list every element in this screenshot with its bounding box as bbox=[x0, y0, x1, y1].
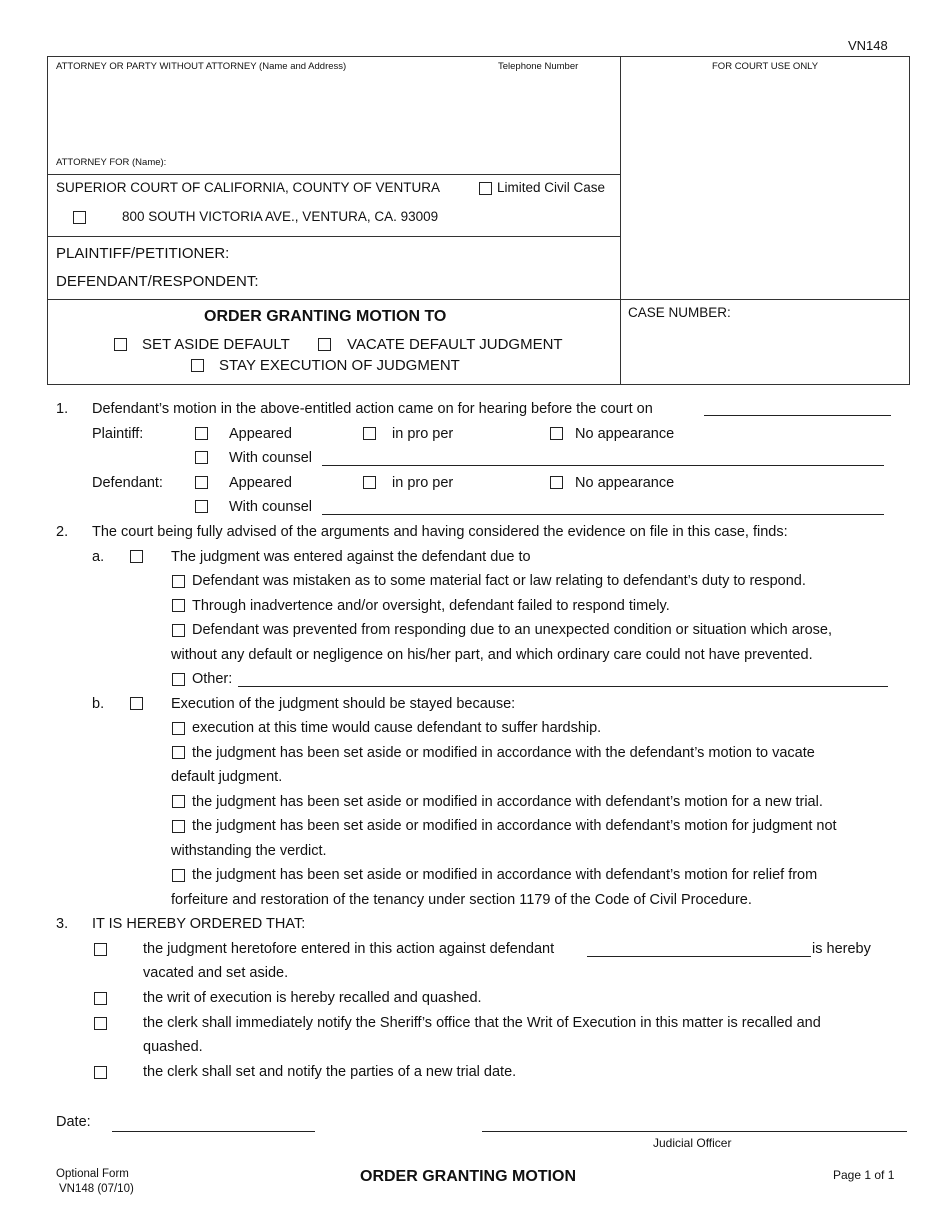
item2a-other-line[interactable] bbox=[238, 686, 888, 687]
item2b-opt4-checkbox[interactable] bbox=[172, 820, 185, 833]
signature-line[interactable] bbox=[482, 1131, 907, 1132]
court-address-checkbox[interactable] bbox=[73, 211, 86, 224]
attorney-label: ATTORNEY OR PARTY WITHOUT ATTORNEY (Name and Address) bbox=[56, 61, 347, 72]
defendant-counsel-line[interactable] bbox=[322, 514, 884, 515]
item2b-label: b. bbox=[92, 696, 105, 712]
item3-opt3-checkbox[interactable] bbox=[94, 1017, 107, 1030]
defendant-label: DEFENDANT/RESPONDENT: bbox=[56, 273, 259, 290]
item3-opt1-line2: vacated and set aside. bbox=[143, 965, 289, 981]
limited-civil-checkbox[interactable] bbox=[479, 182, 492, 195]
item3-opt2-checkbox[interactable] bbox=[94, 992, 107, 1005]
item3-opt4-checkbox[interactable] bbox=[94, 1066, 107, 1079]
plaintiff-no-appearance-checkbox[interactable] bbox=[550, 427, 563, 440]
plaintiff-counsel-checkbox[interactable] bbox=[195, 451, 208, 464]
date-label: Date: bbox=[56, 1114, 91, 1130]
footer-title: ORDER GRANTING MOTION bbox=[360, 1168, 576, 1185]
item2a-opt1: Defendant was mistaken as to some material fact or law relating to defendant’s duty to respond. bbox=[192, 573, 806, 589]
plaintiff-pro-per-checkbox[interactable] bbox=[363, 427, 376, 440]
item3-opt1-pre: the judgment heretofore entered in this action against defendant bbox=[143, 941, 555, 957]
item2a-opt1-checkbox[interactable] bbox=[172, 575, 185, 588]
item3-number: 3. bbox=[56, 916, 69, 932]
item3-opt3-line2: quashed. bbox=[143, 1039, 203, 1055]
item3-opt4: the clerk shall set and notify the parties of a new trial date. bbox=[143, 1064, 517, 1080]
court-name: SUPERIOR COURT OF CALIFORNIA, COUNTY OF VENTURA bbox=[56, 180, 441, 195]
defendant-appearance-label: Defendant: bbox=[92, 475, 163, 491]
item2a-label: a. bbox=[92, 549, 105, 565]
item2-number: 2. bbox=[56, 524, 69, 540]
form-code: VN148 bbox=[848, 38, 888, 53]
attorney-for-label: ATTORNEY FOR (Name): bbox=[56, 157, 167, 168]
limited-civil-label: Limited Civil Case bbox=[497, 180, 606, 195]
item2a-opt3-line1: Defendant was prevented from responding due to an unexpected condition or situation which arose, bbox=[192, 622, 833, 638]
item2b-opt3: the judgment has been set aside or modified in accordance with defendant’s motion for a new trial. bbox=[192, 794, 823, 810]
defendant-appeared-label: Appeared bbox=[229, 475, 292, 491]
defendant-counsel-label: With counsel bbox=[229, 499, 313, 515]
plaintiff-appearance-label: Plaintiff: bbox=[92, 426, 144, 442]
telephone-label: Telephone Number bbox=[498, 61, 579, 72]
set-aside-label: SET ASIDE DEFAULT bbox=[142, 336, 290, 353]
item2b-opt2-checkbox[interactable] bbox=[172, 746, 185, 759]
hearing-date-line[interactable] bbox=[704, 415, 891, 416]
item2b-opt3-checkbox[interactable] bbox=[172, 795, 185, 808]
item2a-opt3-line2: without any default or negligence on his/her part, and which ordinary care could not have prevented. bbox=[171, 647, 813, 663]
item2a-opt2-checkbox[interactable] bbox=[172, 599, 185, 612]
plaintiff-counsel-label: With counsel bbox=[229, 450, 313, 466]
vacate-label: VACATE DEFAULT JUDGMENT bbox=[347, 336, 563, 353]
date-line[interactable] bbox=[112, 1131, 315, 1132]
set-aside-checkbox[interactable] bbox=[114, 338, 127, 351]
caption-divider bbox=[620, 56, 621, 385]
item2a-checkbox[interactable] bbox=[130, 550, 143, 563]
item2b-opt5-checkbox[interactable] bbox=[172, 869, 185, 882]
defendant-appeared-checkbox[interactable] bbox=[195, 476, 208, 489]
rule bbox=[47, 174, 620, 175]
item1-text: Defendant’s motion in the above-entitled action came on for hearing before the court on bbox=[92, 401, 653, 417]
item2b-text: Execution of the judgment should be stayed because: bbox=[171, 696, 516, 712]
item2b-opt2-line2: default judgment. bbox=[171, 769, 283, 785]
defendant-counsel-checkbox[interactable] bbox=[195, 500, 208, 513]
item2b-opt5-line2: forfeiture and restoration of the tenancy under section 1179 of the Code of Civil Procedure. bbox=[171, 892, 752, 908]
stay-label: STAY EXECUTION OF JUDGMENT bbox=[219, 357, 460, 374]
item2b-opt2-line1: the judgment has been set aside or modified in accordance with the defendant’s motion to vacate bbox=[192, 745, 815, 761]
plaintiff-pro-per-label: in pro per bbox=[392, 426, 454, 442]
item3-opt1-checkbox[interactable] bbox=[94, 943, 107, 956]
defendant-name-line[interactable] bbox=[587, 956, 811, 957]
plaintiff-no-appearance-label: No appearance bbox=[575, 426, 675, 442]
court-address: 800 SOUTH VICTORIA AVE., VENTURA, CA. 93009 bbox=[122, 209, 439, 224]
court-use-label: FOR COURT USE ONLY bbox=[712, 61, 819, 72]
page-number: Page 1 of 1 bbox=[833, 1168, 895, 1182]
item2b-opt5-line1: the judgment has been set aside or modified in accordance with defendant’s motion for relief from bbox=[192, 867, 818, 883]
item2a-opt3-checkbox[interactable] bbox=[172, 624, 185, 637]
item3-opt3-line1: the clerk shall immediately notify the Sheriff’s office that the Writ of Execution in this matter is recalled and bbox=[143, 1015, 821, 1031]
vacate-checkbox[interactable] bbox=[318, 338, 331, 351]
item3-opt2: the writ of execution is hereby recalled and quashed. bbox=[143, 990, 482, 1006]
item2b-checkbox[interactable] bbox=[130, 697, 143, 710]
defendant-no-appearance-checkbox[interactable] bbox=[550, 476, 563, 489]
item2b-opt4-line1: the judgment has been set aside or modified in accordance with defendant’s motion for judgment not bbox=[192, 818, 837, 834]
plaintiff-appeared-checkbox[interactable] bbox=[195, 427, 208, 440]
item2-text: The court being fully advised of the arguments and having considered the evidence on file in this case, finds: bbox=[92, 524, 788, 540]
rule bbox=[47, 236, 620, 237]
defendant-pro-per-label: in pro per bbox=[392, 475, 454, 491]
case-number-label: CASE NUMBER: bbox=[628, 305, 731, 320]
item3-opt1-post: is hereby bbox=[812, 941, 871, 957]
item2b-opt4-line2: withstanding the verdict. bbox=[171, 843, 327, 859]
stay-checkbox[interactable] bbox=[191, 359, 204, 372]
item2a-text: The judgment was entered against the defendant due to bbox=[171, 549, 531, 565]
plaintiff-counsel-line[interactable] bbox=[322, 465, 884, 466]
plaintiff-appeared-label: Appeared bbox=[229, 426, 292, 442]
item2a-other-checkbox[interactable] bbox=[172, 673, 185, 686]
item2a-other-label: Other: bbox=[192, 671, 233, 687]
item1-number: 1. bbox=[56, 401, 69, 417]
defendant-pro-per-checkbox[interactable] bbox=[363, 476, 376, 489]
rule bbox=[47, 299, 910, 300]
optional-form-label: Optional Form bbox=[56, 1168, 129, 1180]
item3-text: IT IS HEREBY ORDERED THAT: bbox=[92, 916, 306, 932]
item2b-opt1-checkbox[interactable] bbox=[172, 722, 185, 735]
form-revision: VN148 (07/10) bbox=[59, 1183, 134, 1195]
item2a-opt2: Through inadvertence and/or oversight, defendant failed to respond timely. bbox=[192, 598, 670, 614]
plaintiff-label: PLAINTIFF/PETITIONER: bbox=[56, 245, 230, 262]
defendant-no-appearance-label: No appearance bbox=[575, 475, 675, 491]
item2b-opt1: execution at this time would cause defendant to suffer hardship. bbox=[192, 720, 602, 736]
judicial-officer-label: Judicial Officer bbox=[653, 1136, 732, 1150]
order-title: ORDER GRANTING MOTION TO bbox=[204, 308, 447, 325]
